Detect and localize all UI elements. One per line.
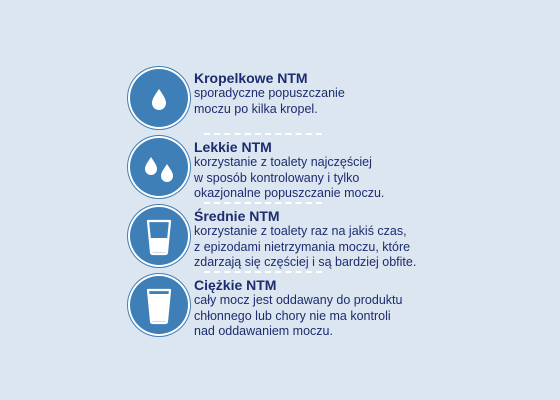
level-text <box>194 277 464 340</box>
level-description-line: moczu po kilka kropel. <box>194 101 318 116</box>
level-icon-circle <box>130 138 188 196</box>
level-description-line: zdarzają się częściej i są bardziej obfite. <box>194 255 417 269</box>
level-title: Kropelkowe NTM <box>194 70 308 86</box>
level-title: Lekkie NTM <box>194 139 272 155</box>
level-description-line: korzystanie z toalety najczęściej <box>194 155 372 169</box>
half-glass-icon <box>130 207 188 265</box>
single-drop-icon <box>130 69 188 127</box>
level-item-heavy <box>130 273 460 342</box>
level-item-drops <box>130 66 460 135</box>
level-description-line: korzystanie z toalety raz na jakiś czas, <box>194 224 407 238</box>
level-icon-circle <box>130 207 188 265</box>
level-description-line: cały mocz jest oddawany do produktu <box>194 293 403 307</box>
level-icon-circle <box>130 276 188 334</box>
level-item-light <box>130 135 460 204</box>
level-item-medium <box>130 204 460 273</box>
level-description-line: w sposób kontrolowany i tylko <box>194 170 360 185</box>
level-title: Ciężkie NTM <box>194 277 277 293</box>
level-description-line: chłonnego lub chory nie ma kontroli <box>194 308 391 323</box>
level-description-line: sporadyczne popuszczanie <box>194 86 345 100</box>
level-title: Średnie NTM <box>194 208 280 224</box>
level-description-line: nad oddawaniem moczu. <box>194 324 333 338</box>
level-text <box>194 208 464 271</box>
level-description-line: z epizodami nietrzymania moczu, które <box>194 239 411 254</box>
incontinence-levels-list <box>130 66 460 342</box>
level-description-line: okazjonalne popuszczanie moczu. <box>194 186 385 200</box>
two-drops-icon <box>130 138 188 196</box>
full-glass-icon <box>130 276 188 334</box>
level-text <box>194 70 464 117</box>
level-icon-circle <box>130 69 188 127</box>
level-text <box>194 139 464 202</box>
